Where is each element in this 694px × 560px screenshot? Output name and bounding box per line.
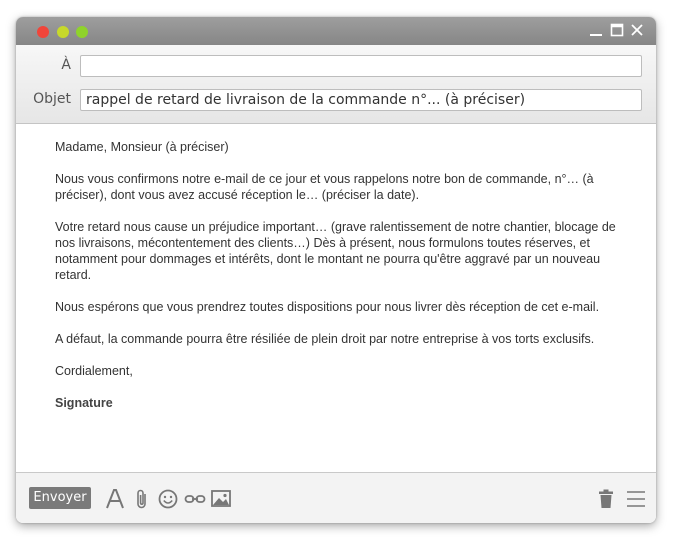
menu-icon[interactable] (625, 488, 647, 510)
message-body[interactable] (55, 139, 635, 427)
maximize-icon[interactable] (610, 23, 624, 37)
closing-text: Cordialement, (55, 364, 133, 378)
minimize-dot[interactable] (57, 26, 69, 38)
to-field[interactable] (80, 55, 642, 77)
body-paragraph: Nous vous confirmons notre e-mail de ce jour et vous rappelons notre bon de commande, n°… (à préciser), dont vous avez accusé réception le… (préciser la date). (55, 172, 594, 202)
emoji-icon[interactable] (157, 488, 179, 510)
trash-icon[interactable] (595, 488, 617, 510)
email-compose-window (16, 17, 656, 523)
title-bar (16, 17, 656, 45)
body-paragraph: A défaut, la commande pourra être résiliée de plein droit par notre entreprise à vos torts exclusifs. (55, 332, 595, 346)
subject-label: Objet (33, 91, 71, 107)
close-icon[interactable] (630, 23, 644, 37)
greeting-text: Madame, Monsieur (à préciser) (55, 140, 229, 154)
zoom-dot[interactable] (76, 26, 88, 38)
signature-text: Signature (55, 396, 113, 410)
link-icon[interactable] (184, 488, 206, 510)
compose-header (16, 45, 656, 124)
body-paragraph: Votre retard nous cause un préjudice important… (grave ralentissement de notre chantier, blocage de nos livraisons, mécontentement des clients…) Dès à présent, nous formulons toutes réserves, et notamment pour dommages et intérêts, dont le montant ne pourra qu'être aggravé par un nouveau retard. (55, 220, 616, 282)
image-icon[interactable] (210, 488, 232, 510)
send-button[interactable]: Envoyer (29, 487, 91, 509)
body-paragraph: Nous espérons que vous prendrez toutes dispositions pour nous livrer dès réception de cet e-mail. (55, 300, 600, 314)
close-dot[interactable] (37, 26, 49, 38)
compose-toolbar (16, 472, 656, 523)
subject-field[interactable]: rappel de retard de livraison de la commande n°... (à préciser) (80, 89, 642, 111)
minimize-icon[interactable] (589, 23, 603, 37)
paperclip-icon[interactable] (131, 488, 153, 510)
to-label: À (61, 57, 71, 73)
font-icon[interactable] (104, 488, 126, 510)
